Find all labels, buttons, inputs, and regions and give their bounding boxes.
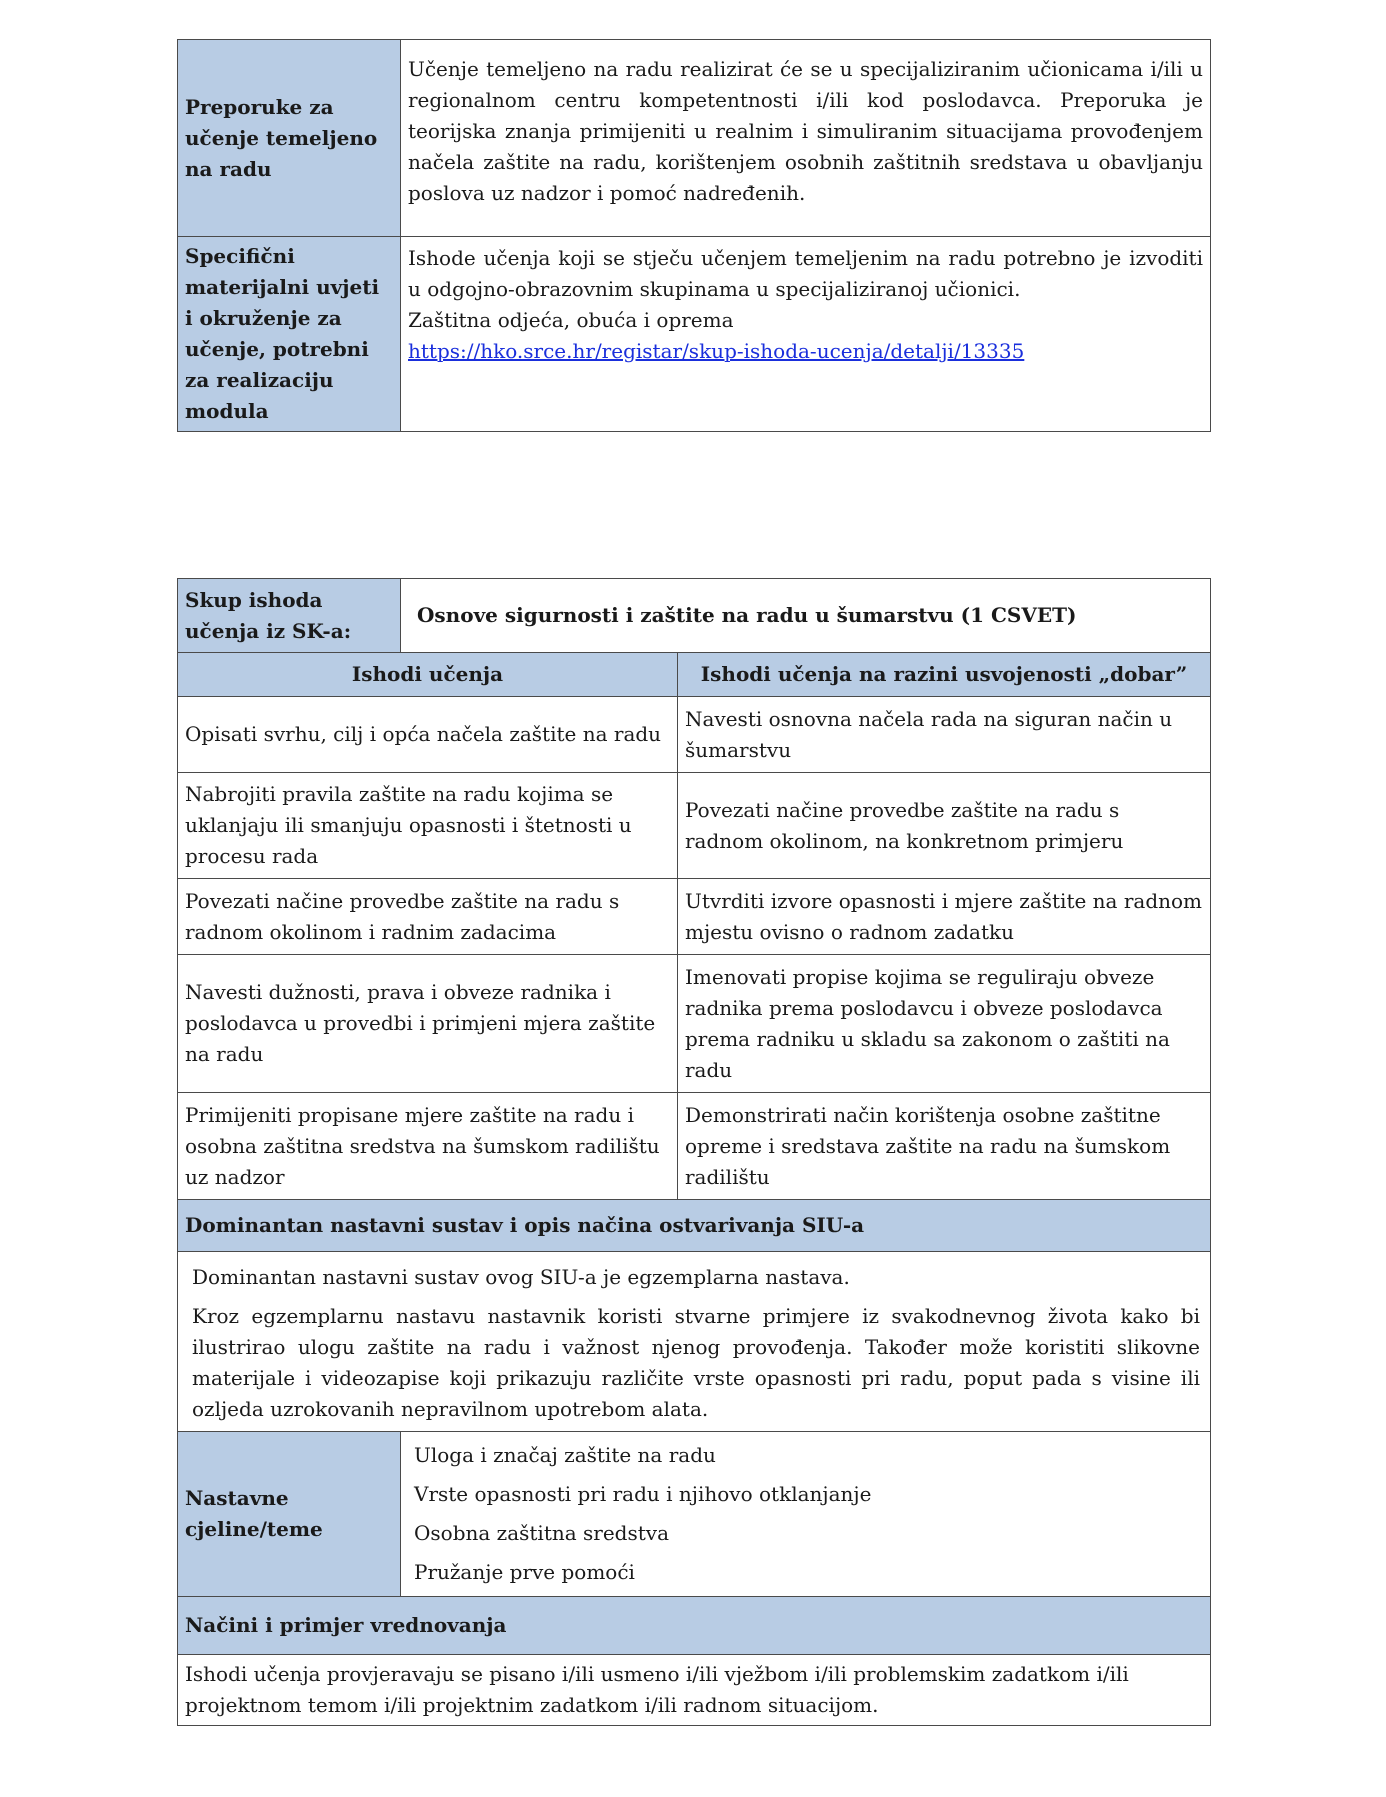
topics-row	[178, 1432, 1211, 1597]
title-value: Osnove sigurnosti i zaštite na radu u šumarstvu (1 CSVET)	[401, 579, 1211, 653]
outcome-good-cell: Imenovati propise kojima se reguliraju obveze radnika prema poslodavcu i obveze poslodavca prema radniku u skladu sa zakonom o zaštiti na radu	[678, 955, 1211, 1093]
topics-label: Nastavne cjeline/teme	[178, 1432, 401, 1597]
content-line: Zaštitna odjeća, obuća i oprema	[408, 308, 734, 332]
paragraph: Kroz egzemplarnu nastavu nastavnik koristi stvarne primjere iz svakodnevnog života kako bi ilustrirao ulogu zaštite na radu i važnost njenog provođenja. Također može koristiti slikovne materijale i videozapise koji prikazuju različite vrste opasnosti pri radu, poput pada s visine ili ozljeda uzrokovanih nepravilnom upotrebom alata.	[192, 1304, 1200, 1421]
outcome-good-cell: Povezati načine provedbe zaštite na radu s radnom okolinom, na konkretnom primjeru	[678, 773, 1211, 879]
paragraph: Dominantan nastavni sustav ovog SIU-a je egzemplarna nastava.	[192, 1265, 850, 1289]
evaluation-header: Načini i primjer vrednovanja	[178, 1597, 1211, 1655]
table-row	[178, 40, 1211, 237]
topics-list	[401, 1432, 1211, 1597]
outcome-cell: Opisati svrhu, cilj i opća načela zaštite na radu	[178, 697, 678, 773]
outcome-cell: Primijeniti propisane mjere zaštite na radu i osobna zaštitna sredstva na šumskom radilištu uz nadzor	[178, 1093, 678, 1200]
topic-item: Osobna zaštitna sredstva	[414, 1521, 670, 1545]
registry-link[interactable]: https://hko.srce.hr/registar/skup-ishoda-ucenja/detalji/13335	[408, 339, 1025, 363]
section-header-row	[178, 1597, 1211, 1655]
table-row	[178, 879, 1211, 955]
row-label: Preporuke za učenje temeljeno na radu	[178, 40, 401, 237]
col-header-outcomes: Ishodi učenja	[178, 653, 678, 697]
outcome-good-cell: Utvrditi izvore opasnosti i mjere zaštite na radnom mjestu ovisno o radnom zadatku	[678, 879, 1211, 955]
table-row	[178, 955, 1211, 1093]
row-content	[401, 237, 1211, 432]
table-row	[178, 697, 1211, 773]
outcome-cell: Navesti dužnosti, prava i obveze radnika i poslodavca u provedbi i primjeni mjera zaštite na radu	[178, 955, 678, 1093]
evaluation-text: Ishodi učenja provjeravaju se pisano i/ili usmeno i/ili vježbom i/ili problemskim zadatkom i/ili projektnom temom i/ili projektnim zadatkom i/ili radnom situacijom.	[178, 1655, 1211, 1726]
table-row	[178, 1093, 1211, 1200]
section-body-row	[178, 1252, 1211, 1432]
content-line: Ishode učenja koji se stječu učenjem temeljenim na radu potrebno je izvoditi u odgojno-obrazovnim skupinama u specijaliziranoj učionici.	[408, 246, 1203, 301]
col-header-good-level: Ishodi učenja na razini usvojenosti „dobar”	[678, 653, 1211, 697]
work-based-learning-table	[177, 39, 1211, 432]
column-header-row	[178, 653, 1211, 697]
topic-item: Uloga i značaj zaštite na radu	[414, 1443, 716, 1467]
learning-outcomes-table	[177, 578, 1211, 1726]
section-header-row	[178, 1200, 1211, 1252]
section-body-row	[178, 1655, 1211, 1726]
title-row	[178, 579, 1211, 653]
title-label: Skup ishoda učenja iz SK-a:	[178, 579, 401, 653]
outcome-cell: Povezati načine provedbe zaštite na radu s radnom okolinom i radnim zadacima	[178, 879, 678, 955]
outcome-good-cell: Navesti osnovna načela rada na siguran način u šumarstvu	[678, 697, 1211, 773]
table-row	[178, 773, 1211, 879]
topic-item: Vrste opasnosti pri radu i njihovo otklanjanje	[414, 1482, 872, 1506]
outcome-cell: Nabrojiti pravila zaštite na radu kojima se uklanjaju ili smanjuju opasnosti i štetnosti u procesu rada	[178, 773, 678, 879]
table-row	[178, 237, 1211, 432]
row-content: Učenje temeljeno na radu realizirat će se u specijaliziranim učionicama i/ili u regionalnom centru kompetentnosti i/ili kod poslodavca. Preporuka je teorijska znanja primijeniti u realnim i simuliranim situacijama provođenjem načela zaštite na radu, korištenjem osobnih zaštitnih sredstava u obavljanju poslova uz nadzor i pomoć nadređenih.	[401, 40, 1211, 237]
outcome-good-cell: Demonstrirati način korištenja osobne zaštitne opreme i sredstava zaštite na radu na šumskom radilištu	[678, 1093, 1211, 1200]
dominant-system-header: Dominantan nastavni sustav i opis načina ostvarivanja SIU-a	[178, 1200, 1211, 1252]
dominant-system-text	[178, 1252, 1211, 1432]
row-label: Specifični materijalni uvjeti i okruženje za učenje, potrebni za realizaciju modula	[178, 237, 401, 432]
topic-item: Pružanje prve pomoći	[414, 1560, 635, 1584]
